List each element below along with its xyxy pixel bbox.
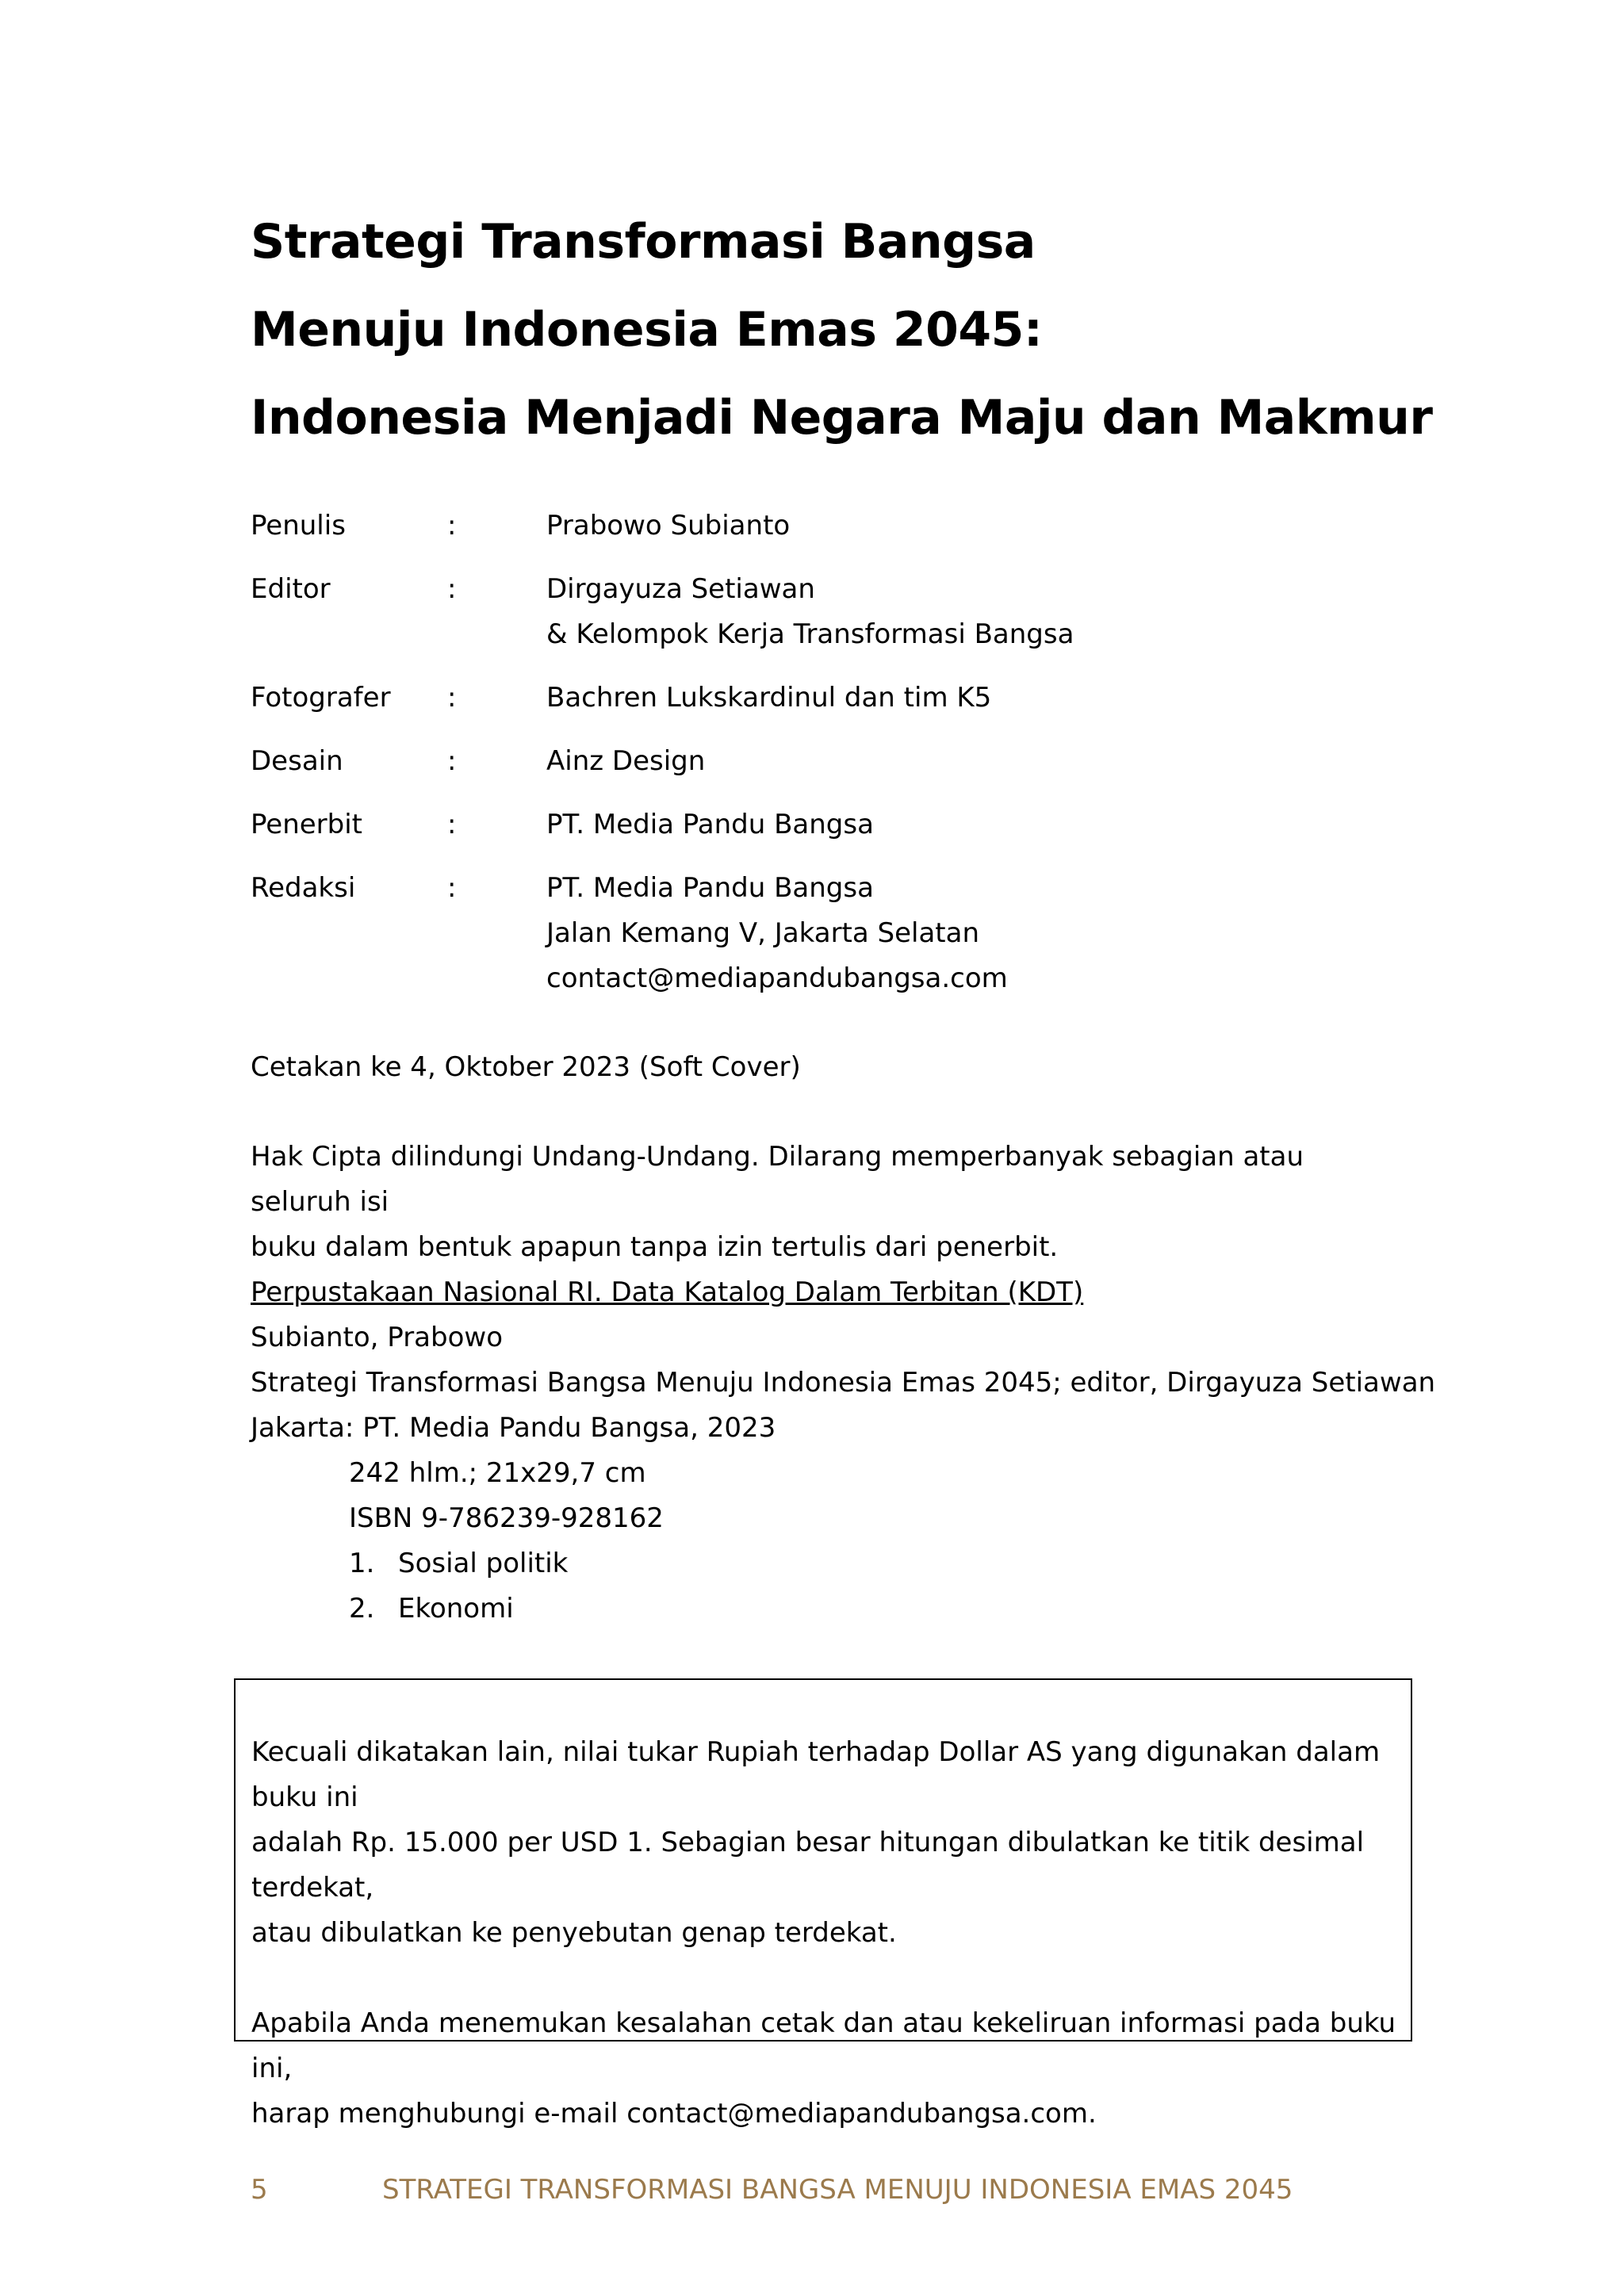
subject-number: 1. [349,1548,375,1579]
catalog-pages: 242 hlm.; 21x29,7 cm [349,1457,646,1489]
notice-line: harap menghubungi e-mail contact@mediapandubangsa.com. [251,2098,1097,2130]
catalog-title: Strategi Transformasi Bangsa Menuju Indonesia Emas 2045; editor, Dirgayuza Setiawan [251,1367,1436,1399]
credit-label: Fotografer [251,682,391,714]
notice-line: adalah Rp. 15.000 per USD 1. Sebagian besar hitungan dibulatkan ke titik desimal terdekat, [251,1827,1365,1904]
credit-value-email: contact@mediapandubangsa.com [546,962,1008,994]
credit-label: Editor [251,573,331,605]
credit-value: PT. Media Pandu Bangsa [546,809,874,840]
notice-box [234,1678,1412,2130]
notice-line: Kecuali dikatakan lain, nilai tukar Rupiah terhadap Dollar AS yang digunakan dalam buku ini [251,1736,1381,1813]
error-report-note [251,2001,1401,2137]
catalog-subject [251,1586,1392,1632]
credit-values [546,739,1440,784]
credits-list [251,503,1440,1020]
edition-info: Cetakan ke 4, Oktober 2023 (Soft Cover) [251,1051,801,1083]
credit-row-redaksi [251,866,1440,1001]
credit-colon: : [447,573,457,605]
credit-value: Bachren Lukskardinul dan tim K5 [546,682,992,714]
catalog-heading: Perpustakaan Nasional RI. Data Katalog Dalam Terbitan (KDT) [251,1276,1084,1308]
credit-colon: : [447,872,457,904]
credit-value: Jalan Kemang V, Jakarta Selatan [546,917,980,949]
page-number: 5 [251,2174,268,2206]
credit-value: & Kelompok Kerja Transformasi Bangsa [546,618,1074,650]
credit-row-editor [251,567,1440,657]
credit-label: Desain [251,745,343,777]
credit-label: Redaksi [251,872,356,904]
copyright-line: buku dalam bentuk apapun tanpa izin tertulis dari penerbit. [251,1231,1059,1263]
credit-row-fotografer [251,675,1440,721]
subject-number: 2. [349,1593,375,1624]
title-line-2: Menuju Indonesia Emas 2045: [251,302,1043,358]
credit-label: Penerbit [251,809,363,840]
credit-values [546,503,1440,549]
catalog-isbn: ISBN 9-786239-928162 [349,1502,664,1534]
credit-colon: : [447,745,457,777]
catalog-data [251,1270,1436,1632]
subject-text: Ekonomi [398,1593,514,1624]
credit-values [546,675,1440,721]
running-title: STRATEGI TRANSFORMASI BANGSA MENUJU INDONESIA EMAS 2045 [382,2174,1293,2206]
copyright-line: Hak Cipta dilindungi Undang-Undang. Dilarang memperbanyak sebagian atau seluruh isi [251,1141,1304,1218]
credit-values [546,802,1440,848]
credit-row-penulis [251,503,1440,549]
notice-line: Apabila Anda menemukan kesalahan cetak dan atau kekeliruan informasi pada buku ini, [251,2007,1396,2084]
credit-value: Ainz Design [546,745,706,777]
book-title [251,198,1440,462]
notice-line: atau dibulatkan ke penyebutan genap terdekat. [251,1917,897,1949]
title-line-1: Strategi Transformasi Bangsa [251,214,1036,270]
credit-value: Dirgayuza Setiawan [546,573,815,605]
catalog-subject [251,1541,1392,1586]
credit-colon: : [447,809,457,840]
credit-colon: : [447,682,457,714]
credit-values [546,866,1440,1001]
exchange-rate-note [251,1730,1401,1956]
credit-colon: : [447,510,457,541]
catalog-publisher: Jakarta: PT. Media Pandu Bangsa, 2023 [251,1412,776,1444]
credit-row-desain [251,739,1440,784]
subject-text: Sosial politik [398,1548,569,1579]
credit-value: Prabowo Subianto [546,510,791,541]
credit-value: PT. Media Pandu Bangsa [546,872,874,904]
credit-row-penerbit [251,802,1440,848]
copyright-notice [251,1135,1392,1270]
credit-values [546,567,1440,657]
title-line-3: Indonesia Menjadi Negara Maju dan Makmur [251,390,1433,446]
credit-label: Penulis [251,510,346,541]
catalog-author: Subianto, Prabowo [251,1322,504,1353]
notice-text [251,1730,1401,2182]
